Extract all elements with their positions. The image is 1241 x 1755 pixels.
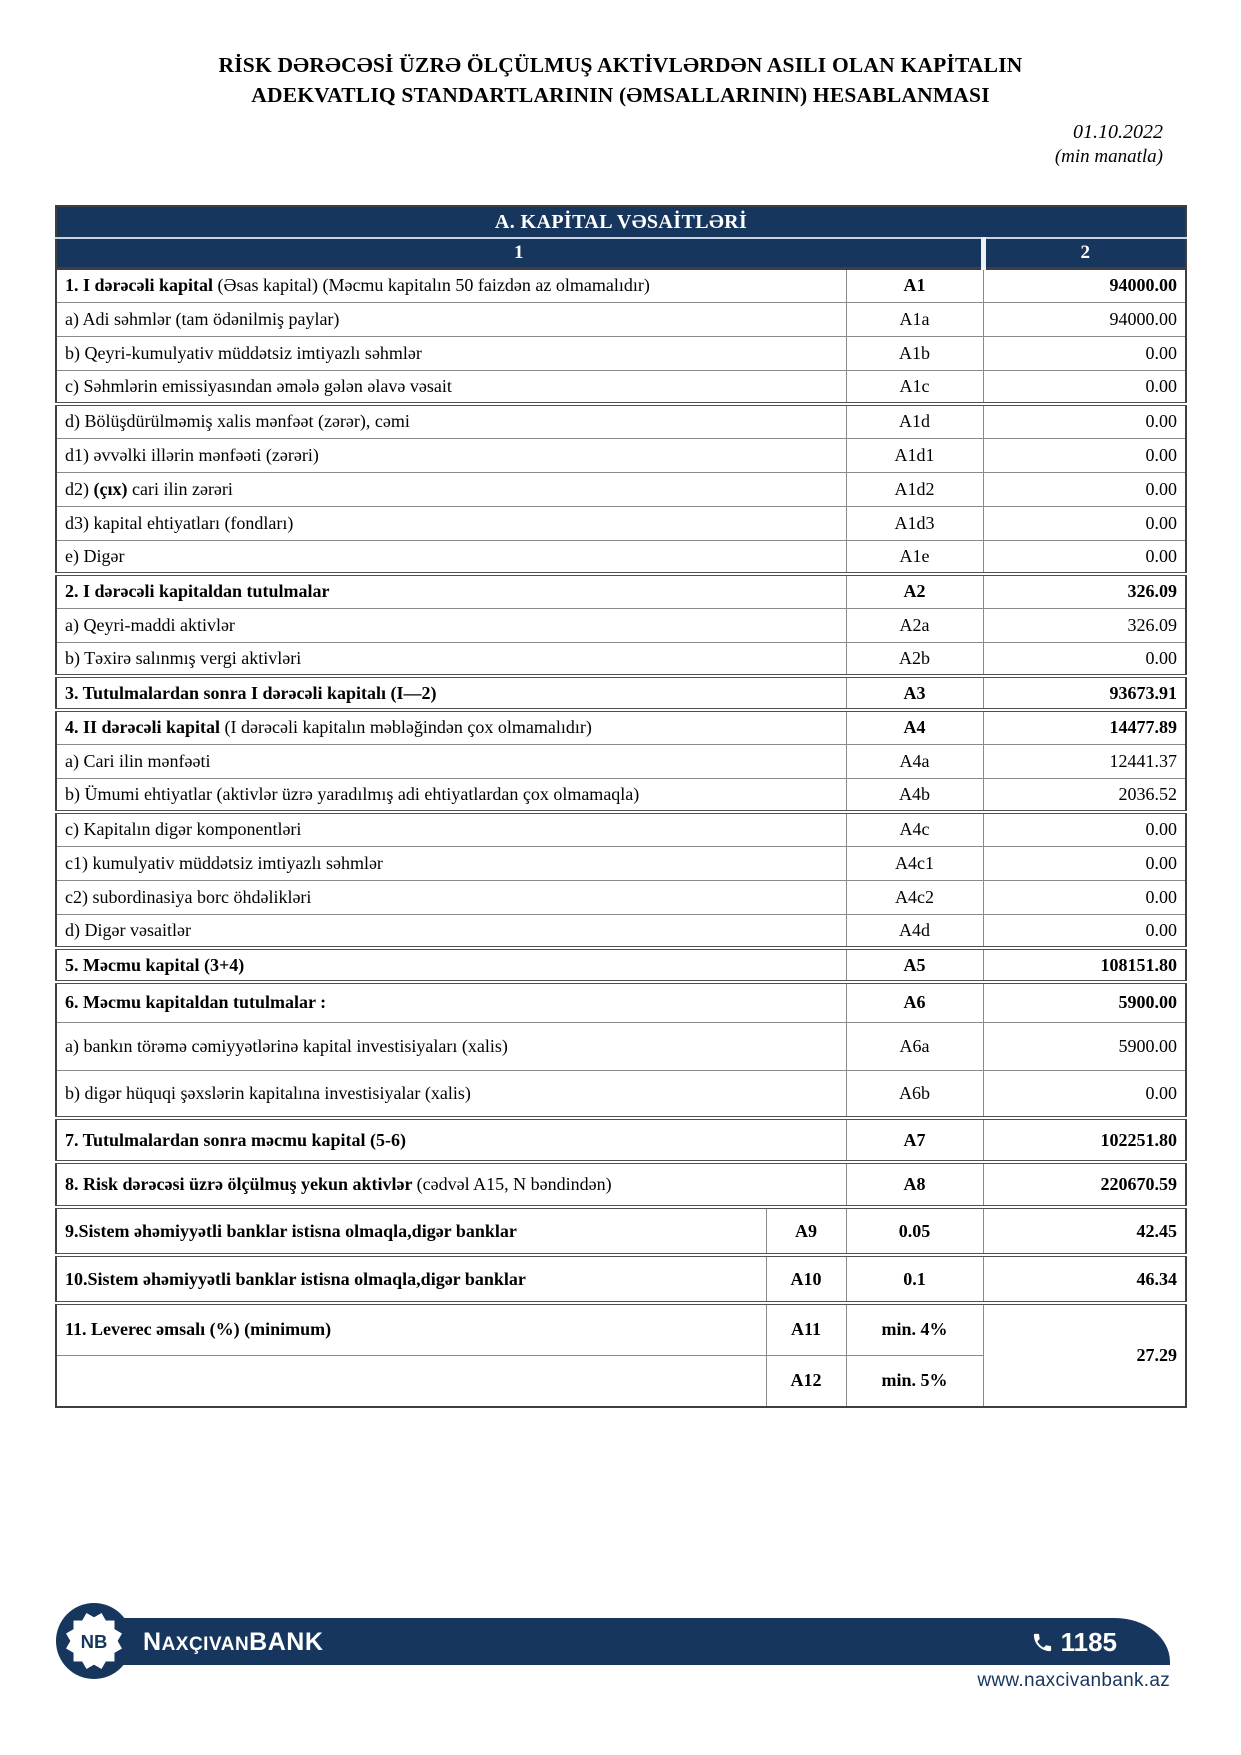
row-code-cell: A6 (846, 982, 983, 1022)
row-label-text: (Əsas kapital) (Məcmu kapitalın 50 faizdən az olmamalıdır) (217, 275, 650, 295)
row-value-cell: 0.00 (983, 914, 1186, 948)
table-row (56, 472, 1186, 506)
phone-number: 1185 (1060, 1627, 1117, 1657)
row-code-cell: A1d2 (846, 472, 983, 506)
row-value-cell: 12441.37 (983, 744, 1186, 778)
row-value-cell: 5900.00 (983, 982, 1186, 1022)
table-row (56, 982, 1186, 1022)
row-label-text: c) Səhmlərin emissiyasından əmələ gələn əlavə vəsait (65, 375, 452, 396)
row-code-cell: A7 (846, 1118, 983, 1162)
row-label-text: c) Kapitalın digər komponentləri (65, 819, 302, 840)
table-row (56, 812, 1186, 846)
row-code-cell: A8 (846, 1162, 983, 1207)
row-label-bold-text: (çıx) (93, 478, 128, 499)
row-code-cell: A3 (846, 676, 983, 710)
row-label-cell (56, 778, 846, 812)
table-column-header-row (56, 238, 1186, 268)
row-code-cell: A4 (846, 710, 983, 744)
row-code-cell: A1d1 (846, 438, 983, 472)
row-value-cell: 0.00 (983, 880, 1186, 914)
row-label-text: d) Bölüşdürülməmiş xalis mənfəət (zərər), cəmi (65, 411, 410, 432)
row-coefficient-cell: min. 4% (846, 1303, 983, 1355)
row-label-cell (56, 1070, 846, 1118)
table-row (56, 1303, 1186, 1355)
row-code-cell: A6a (846, 1022, 983, 1070)
table-row (56, 302, 1186, 336)
row-label-text: d3) kapital ehtiyatları (fondları) (65, 512, 294, 533)
row-label-text: b) Ümumi ehtiyatlar (aktivlər üzrə yaradılmış adi ehtiyatlardan çox olmamaqla) (65, 783, 640, 804)
row-value-cell: 0.00 (983, 438, 1186, 472)
row-label-text: a) Cari ilin mənfəəti (65, 750, 211, 771)
row-label-cell (56, 710, 846, 744)
row-label-cell (56, 676, 846, 710)
report-date-block (0, 120, 1163, 169)
row-value-cell: 0.00 (983, 472, 1186, 506)
table-row (56, 370, 1186, 404)
row-label-cell (56, 574, 846, 608)
column-header-1: 1 (56, 238, 983, 268)
document-title-line1: RİSK DƏRƏCƏSİ ÜZRƏ ÖLÇÜLMUŞ AKTİVLƏRDƏN ASILI OLAN KAPİTALIN (218, 53, 1023, 77)
table-section-title: A. KAPİTAL VƏSAİTLƏRİ (56, 206, 1186, 238)
row-value-cell: 102251.80 (983, 1118, 1186, 1162)
row-code-cell: A1 (846, 268, 983, 302)
table-row (56, 880, 1186, 914)
row-code-cell: A6b (846, 1070, 983, 1118)
row-label-cell (56, 336, 846, 370)
row-value-cell: 2036.52 (983, 778, 1186, 812)
document-title-line2: ADEKVATLIQ STANDARTLARININ (ƏMSALLARININ) HESABLANMASI (251, 83, 990, 107)
row-value-cell: 0.00 (983, 404, 1186, 438)
row-value-cell: 93673.91 (983, 676, 1186, 710)
row-label-text: a) Qeyri-maddi aktivlər (65, 614, 235, 635)
row-value-cell: 0.00 (983, 370, 1186, 404)
row-code-cell: A4b (846, 778, 983, 812)
row-code-cell: A4c (846, 812, 983, 846)
row-code-cell: A9 (766, 1207, 846, 1255)
row-label-bold-text: 7. Tutulmalardan sonra məcmu kapital (5-6) (65, 1129, 407, 1150)
bank-emblem-icon (55, 1602, 133, 1680)
row-label-cell (56, 438, 846, 472)
row-value-cell: 0.00 (983, 506, 1186, 540)
row-label-cell (56, 540, 846, 574)
table-row (56, 914, 1186, 948)
row-label-text: d1) əvvəlki illərin mənfəəti (zərəri) (65, 444, 319, 465)
row-label-cell (56, 846, 846, 880)
table-row (56, 948, 1186, 982)
row-label-bold-text: 9.Sistem əhəmiyyətli banklar istisna olmaqla,digər banklar (65, 1220, 517, 1241)
row-label-text: a) Adi səhmlər (tam ödənilmiş paylar) (65, 308, 340, 329)
table-row (56, 336, 1186, 370)
row-code-cell: A1b (846, 336, 983, 370)
capital-table (55, 205, 1187, 1408)
row-value-cell: 0.00 (983, 336, 1186, 370)
row-label-cell (56, 370, 846, 404)
row-label-cell (56, 608, 846, 642)
row-label-text: b) digər hüquqi şəxslərin kapitalına investisiyalar (xalis) (65, 1082, 471, 1103)
table-row (56, 710, 1186, 744)
row-code-cell: A2 (846, 574, 983, 608)
row-label-cell (56, 1118, 846, 1162)
document-title (40, 50, 1201, 110)
row-value-cell: 326.09 (983, 574, 1186, 608)
row-value-cell: 0.00 (983, 812, 1186, 846)
table-row (56, 846, 1186, 880)
row-label-bold-text: 5. Məcmu kapital (3+4) (65, 954, 245, 975)
table-row (56, 608, 1186, 642)
row-label-text: cari ilin zərəri (127, 478, 233, 499)
row-value-cell: 42.45 (983, 1207, 1186, 1255)
row-label-cell (56, 982, 846, 1022)
row-label-cell (56, 268, 846, 302)
row-code-cell: A1d (846, 404, 983, 438)
row-label-cell (56, 1303, 766, 1355)
table-row (56, 1207, 1186, 1255)
bank-name-initial: N (143, 1628, 162, 1656)
bank-name-rest: AXÇIVAN (161, 1634, 250, 1655)
row-label-bold-text: 4. II dərəcəli kapital (65, 717, 225, 738)
row-value-cell: 94000.00 (983, 268, 1186, 302)
report-date: 01.10.2022 (1073, 121, 1163, 143)
table-row (56, 642, 1186, 676)
row-label-cell (56, 744, 846, 778)
table-section-header-row (56, 206, 1186, 238)
row-value-cell: 46.34 (983, 1255, 1186, 1303)
row-value-cell: 27.29 (983, 1303, 1186, 1407)
row-code-cell: A2b (846, 642, 983, 676)
row-code-cell: A12 (766, 1355, 846, 1407)
row-label-cell (56, 812, 846, 846)
row-label-cell (56, 948, 846, 982)
row-value-cell: 220670.59 (983, 1162, 1186, 1207)
row-code-cell: A4d (846, 914, 983, 948)
table-row (56, 1162, 1186, 1207)
website-url: www.naxcivanbank.az (977, 1670, 1170, 1691)
table-row (56, 1118, 1186, 1162)
row-label-bold-text: 1. I dərəcəli kapital (65, 275, 218, 295)
row-label-text: a) bankın törəmə cəmiyyətlərinə kapital investisiyaları (xalis) (65, 1035, 508, 1056)
row-code-cell: A1d3 (846, 506, 983, 540)
row-label-cell (56, 404, 846, 438)
row-value-cell: 326.09 (983, 608, 1186, 642)
row-code-cell: A4c1 (846, 846, 983, 880)
row-label-text: c1) kumulyativ müddətsiz imtiyazlı səhmlər (65, 852, 383, 873)
row-code-cell: A1c (846, 370, 983, 404)
row-label-cell (56, 506, 846, 540)
phone-icon (1031, 1631, 1054, 1654)
row-value-cell: 108151.80 (983, 948, 1186, 982)
row-code-cell: A11 (766, 1303, 846, 1355)
row-coefficient-cell: 0.1 (846, 1255, 983, 1303)
row-value-cell: 94000.00 (983, 302, 1186, 336)
row-code-cell: A1a (846, 302, 983, 336)
row-value-cell: 0.00 (983, 1070, 1186, 1118)
phone-block (1031, 1627, 1117, 1658)
bank-name-suffix: BANK (249, 1628, 324, 1656)
row-label-bold-text: 11. Leverec əmsalı (%) (minimum) (65, 1319, 332, 1340)
row-label-cell (56, 914, 846, 948)
table-row (56, 1022, 1186, 1070)
row-label-cell (56, 880, 846, 914)
row-label-text: (I dərəcəli kapitalın məbləğindən çox olmamalıdır) (224, 717, 592, 738)
table-row (56, 506, 1186, 540)
row-label-bold-text: 3. Tutulmalardan sonra I dərəcəli kapitalı (I—2) (65, 682, 437, 703)
row-value-cell: 0.00 (983, 642, 1186, 676)
row-label-bold-text: 10.Sistem əhəmiyyətli banklar istisna olmaqla,digər banklar (65, 1268, 526, 1289)
row-label-text: c2) subordinasiya borc öhdəlikləri (65, 886, 312, 907)
column-header-2: 2 (983, 238, 1186, 268)
bank-footer (55, 1600, 1185, 1710)
row-value-cell: 0.00 (983, 540, 1186, 574)
table-row (56, 540, 1186, 574)
row-label-cell (56, 1255, 766, 1303)
row-label-cell (56, 1355, 766, 1407)
row-label-text: b) Təxirə salınmış vergi aktivləri (65, 647, 302, 668)
table-row (56, 438, 1186, 472)
row-label-cell (56, 1022, 846, 1070)
row-code-cell: A1e (846, 540, 983, 574)
bank-logo (55, 1602, 133, 1680)
table-row (56, 676, 1186, 710)
table-row (56, 778, 1186, 812)
row-value-cell: 0.00 (983, 846, 1186, 880)
row-coefficient-cell: min. 5% (846, 1355, 983, 1407)
row-label-bold-text: 2. I dərəcəli kapitaldan tutulmalar (65, 581, 330, 602)
row-code-cell: A4c2 (846, 880, 983, 914)
row-label-text: e) Digər (65, 545, 125, 566)
row-label-cell (56, 1207, 766, 1255)
row-code-cell: A4a (846, 744, 983, 778)
unit-note: (min manatla) (1054, 146, 1163, 167)
svg-text:NB: NB (80, 1630, 108, 1652)
row-label-text: d) Digər vəsaitlər (65, 919, 191, 940)
row-code-cell: A2a (846, 608, 983, 642)
row-coefficient-cell: 0.05 (846, 1207, 983, 1255)
row-label-text: b) Qeyri-kumulyativ müddətsiz imtiyazlı səhmlər (65, 342, 422, 363)
row-code-cell: A10 (766, 1255, 846, 1303)
table-row (56, 268, 1186, 302)
row-label-cell (56, 642, 846, 676)
row-code-cell: A5 (846, 948, 983, 982)
row-value-cell: 14477.89 (983, 710, 1186, 744)
row-label-cell (56, 472, 846, 506)
row-value-cell: 5900.00 (983, 1022, 1186, 1070)
row-label-cell (56, 302, 846, 336)
table-row (56, 574, 1186, 608)
row-label-text: d2) (65, 478, 94, 499)
row-label-cell (56, 1162, 846, 1207)
table-row (56, 1070, 1186, 1118)
table-row (56, 1255, 1186, 1303)
bank-wordmark (143, 1628, 323, 1657)
row-label-bold-text: 8. Risk dərəcəsi üzrə ölçülmuş yekun aktivlər (65, 1174, 417, 1194)
row-label-bold-text: 6. Məcmu kapitaldan tutulmalar : (65, 992, 327, 1013)
row-label-text: (cədvəl A15, N bəndindən) (416, 1174, 612, 1194)
table-row (56, 404, 1186, 438)
table-row (56, 744, 1186, 778)
